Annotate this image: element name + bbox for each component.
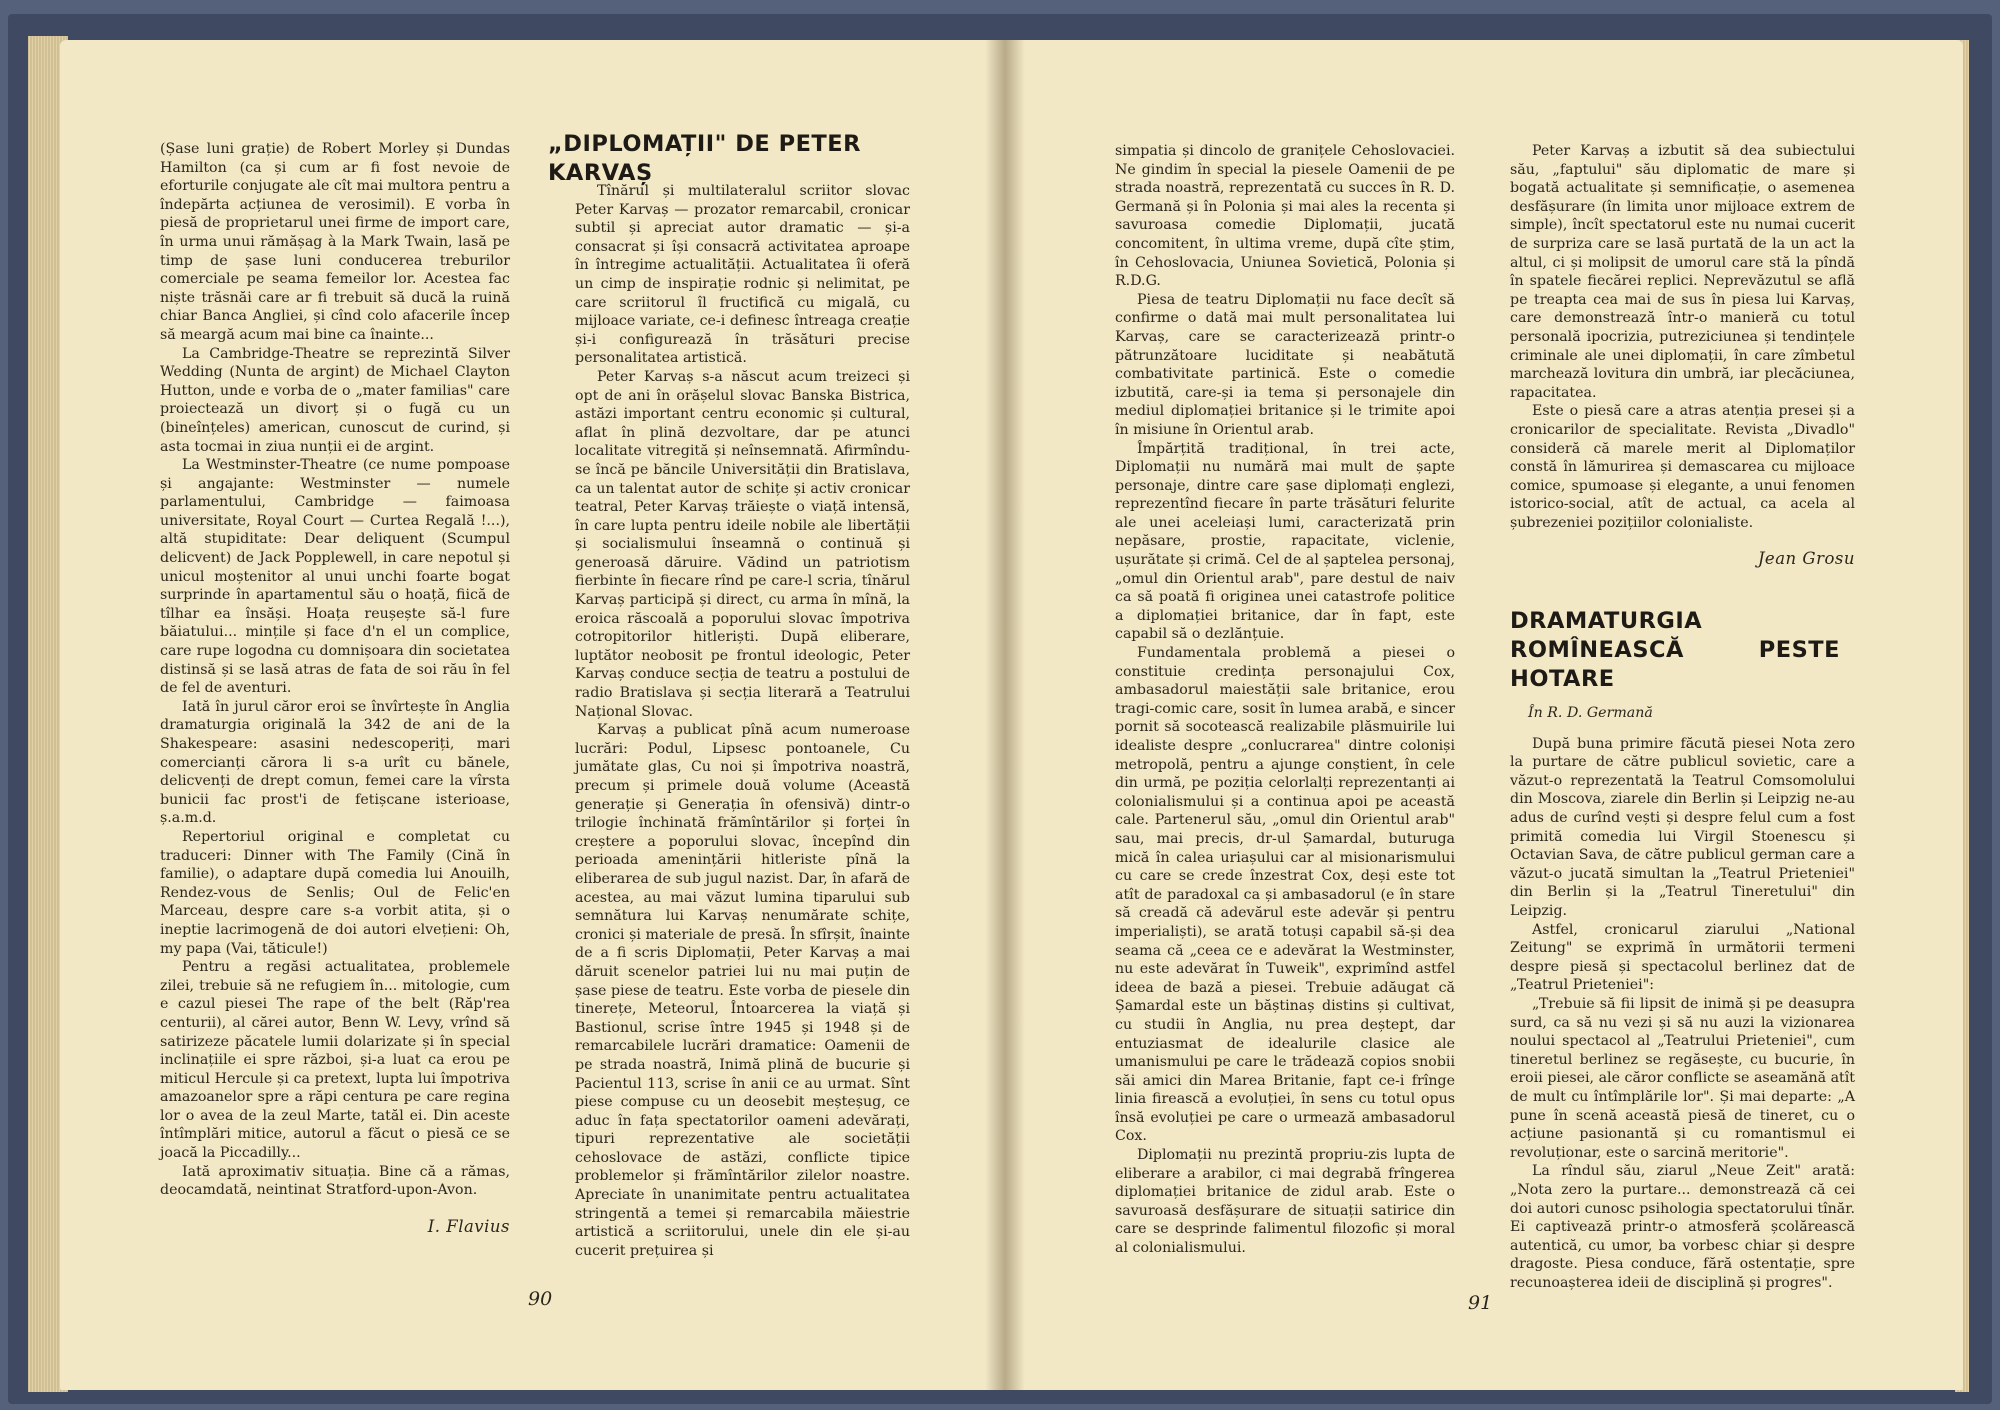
right-column-1 xyxy=(1115,142,1455,1258)
paragraph: Repertoriul original e completat cu traduceri: Dinner with The Family (Cină în familie), o adaptare după comedia lui Anouilh, Rendez-vous de Senlis; Oul de Felic'en Marceau, despre care s-a vorbit atita, și o ineptie lacrimogenă de doi autori elvețieni: Oh, my papa (Vai, tăticule!) xyxy=(160,828,510,957)
section-title: DRAMATURGIA ROMÎNEASCĂ PESTE HOTARE xyxy=(1510,608,1840,693)
paragraph: La rîndul său, ziarul „Neue Zeit" arată: „Nota zero la purtare... demonstrează că cei doi autori cunosc psihologia spectatorului tînăr. Ei captivează printr-o atmosferă școlărească autentică, cu umor, ba vorbesc chiar și despre dragoste. Piesa conduce, fără ostentație, spre recunoașterea ideii de disciplină și progres". xyxy=(1510,1163,1855,1291)
paragraph: Este o piesă care a atras atenția presei și a cronicarilor de specialitate. Revista „Divadlo" consideră că marele merit al Diplomaților constă în lămurirea și demascarea cu mijloace comice, spumoase și elegante, a unui fenomen istorico-social, atît de actual, ca acela al șubrezeniei pozițiilor colonialiste. xyxy=(1510,403,1855,531)
paragraph: Tînărul și multilateralul scriitor slovac Peter Karvaș — prozator remarcabil, cronicar subtil și apreciat autor dramatic — și-a consacrat și își consacră activitatea aproape în întregime actualității. Actualitatea îi oferă un cimp de inspirație rodnic și nelimitat, pe care scriitorul îl fructifică cu migală, cu mijloace variate, ce-i definesc întreaga creație și-i configurează în trăsături precise personalitatea artistică. xyxy=(575,183,910,367)
paragraph: Peter Karvaș a izbutit să dea subiectului său, „faptului" său diplomatic de mare și bogată actualitate și semnificație, o asemenea desfășurare (în limita unor mijloace extrem de simple), încît spectatorul este nu numai cucerit de surpriza care se lasă purtată de la un act la altul, ci și molipsit de umorul care stă la pîndă în spatele fiecărei replici. Neprevăzutul se află pe treapta cea mai de sus în piesa lui Karvaș, care demonstrează într-o manieră cu totul personală ipocrizia, putreziciunea și tendințele criminale ale unei diplomații, în care zîmbetul marchează lovitura din umbră, iar plecăciunea, rapacitatea. xyxy=(1510,143,1855,401)
paragraph: Diplomații nu prezintă propriu-zis lupta de eliberare a arabilor, ci mai degrabă frîngerea diplomației britanice de zidul arab. Este o savuroasă desfășurare de situații satirice din care se desprinde falimentul filozofic și moral al colonialismului. xyxy=(1115,1147,1455,1257)
page-number: 90 xyxy=(528,1288,553,1310)
signature: Jean Grosu xyxy=(1757,549,1855,569)
article-title: „DIPLOMAȚII" DE PETER KARVAȘ xyxy=(548,131,861,186)
paragraph: După buna primire făcută piesei Nota zero la purtare de către publicul sovietic, care a văzut-o reprezentată la Teatrul Comsomolului din Moscova, ziarele din Berlin și Leipzig ne-au adus de curînd vești și despre felul cum a fost primită comedia lui Virgil Stoenescu și Octavian Sava, de către publicul german care a văzut-o jucată simultan la „Teatrul Prieteniei" din Berlin și la „Teatrul Tineretului" din Leipzig. xyxy=(1510,735,1855,919)
paragraph: Karvaș a publicat pînă acum numeroase lucrări: Podul, Lipsesc pontoanele, Cu jumătate glas, Cu noi și împotriva noastră, precum și primele două volume (Această generație și Generația în ofensivă) dintr-o trilogie închinată frămîntărilor și forței în creștere a poporului slovac, începînd din perioada amenințării hitleriste pînă la eliberarea de sub jugul nazist. Dar, în afară de acestea, au mai văzut lumina tiparului sub semnătura lui Karvaș nenumărate schițe, cronici și materiale de presă. În sfîrșit, înainte de a fi scris Diplomații, Peter Karvaș a mai dăruit scenelor patriei lui nu mai puțin de șase piese de teatru. Este vorba de piesele din tinerețe, Meteorul, Întoarcerea la viață și Bastionul, scrise între 1945 și 1948 și de remarcabilele lucrări dramatice: Oamenii de pe strada noastră, Inimă plină de bucurie și Pacientul 113, scrise în anii ce au urmat. Sînt piese compuse cu un deosebit meșteșug, ce aduc în fața spectatorilor oameni adevărați, tipuri reprezentative ale societății cehoslovace de astăzi, conflicte tipice problemelor și frămîntărilor zilelor noastre. Apreciate în unanimitate pentru actualitatea stringentă a temei și remarcabila măiestrie artistică a scriitorului, unele din ele și-au cucerit prețuirea și xyxy=(575,722,910,1259)
paragraph: Peter Karvaș s-a născut acum treizeci și opt de ani în orășelul slovac Banska Bistrica, astăzi important centru economic și cultural, aflat în plină dezvoltare, dar pe atunci localitate vitregită și neînsemnată. Afirmîndu-se încă pe băncile Universității din Bratislava, ca un talentat autor de schițe și activ cronicar teatral, Peter Karvaș trăiește o viață intensă, în care lupta pentru ideile nobile ale libertății și socialismului înseamnă o continuă și generoasă dăruire. Vădind un patriotism fierbinte în fiecare rînd pe care-l scria, tînărul Karvaș participă și direct, cu arma în mînă, la eroica răscoală a poporului slovac împotriva cotropitorilor hitleriști. După eliberare, luptător neobosit pe frontul ideologic, Peter Karvaș conduce secția de teatru a postului de radio Bratislava și secția literară a Teatrului Național Slovac. xyxy=(575,368,910,720)
paragraph: (Șase luni grație) de Robert Morley și Dundas Hamilton (ca și cum ar fi fost nevoie de eforturile conjugate ale cît mai multora pentru a îndepărta acțiunea de verosimil). E vorba în piesă de proprietarul unei firme de import care, în urma unui rămășag à la Mark Twain, lasă pe timp de șase luni conducerea treburilor comerciale pe seama femeilor lor. Acestea fac niște trăsnăi care ar fi trebuit să ducă la ruină chiar Banca Angliei, și cînd colo afacerile încep să meargă acum mai bine ca înainte... xyxy=(160,141,510,343)
paragraph: Astfel, cronicarul ziarului „National Zeitung" se exprimă în următorii termeni despre piesă și spectacolul berlinez dat de „Teatrul Prieteniei": xyxy=(1510,921,1855,994)
paragraph: Fundamentala problemă a piesei o constituie credința personajului Cox, ambasadorul maiestății sale britanice, erou tragi-comic care, sosit în lumea arabă, e sincer pornit să socotească realizabile plăsmuirile lui idealiste despre „conlucrarea" dintre coloniși metropolă, pentru a ajunge conștient, în cele din urmă, pe poziția celorlalți reprezentanți ai colonialismului și a continua apoi pe această cale. Partenerul său, „omul din Orientul arab" sau, mai precis, dr-ul Șamardal, buturuga mică în calea uriașului car al misionarismului cu care se crede înzestrat Cox, deși este tot atît de paradoxal ca și ambasadorul (e în stare să creadă că adevărul este adevăr și pentru imperialiști), se arată totuși capabil să-și dea seama că „ceea ce e adevărat la Westminster, nu este adevărat în Tuweik", exprimînd astfel ideea de bază a piesei. Trebuie adăugat că Șamardal este un băștinaș distins și cultivat, cu studii în Anglia, nu prea deștept, dar entuziasmat de idealurile clasice ale umanismului pe care le trădează copios snobii săi amici din Marea Britanie, fapt ce-i frînge linia firească a evoluției, în sens cu totul opus însă evoluției pe care o urmează ambasadorul Cox. xyxy=(1115,645,1455,1145)
section-subtitle: În R. D. Germană xyxy=(1528,705,1653,722)
book-gutter xyxy=(985,40,1025,1390)
paragraph: simpatia și dincolo de granițele Cehoslovaciei. Ne gindim în special la piesele Oamenii de pe strada noastră, reprezentată cu succes în R. D. Germană și în Polonia și mai ales la recenta și savuroasa comedie Diplomații, jucată concomitent, în ultima vreme, după cîte știm, în Cehoslovacia, Uniunea Sovietică, Polonia și R.D.G. xyxy=(1115,143,1455,290)
paragraph: Piesa de teatru Diplomații nu face decît să confirme o dată mai mult personalitatea lui Karvaș, care se caracterizează printr-o pătrunzătoare luciditate și neabătută combativitate partinică. Este o comedie izbutită, care-și ia tema și personajele din mediul diplomației britanice și le trimite apoi în misiune în Orientul arab. xyxy=(1115,291,1455,438)
signature: I. Flavius xyxy=(427,1216,510,1236)
paragraph: La Cambridge-Theatre se reprezintă Silver Wedding (Nunta de argint) de Michael Clayton Hutton, unde e vorba de o „mater familias" care proiectează un divorț și o fugă cu un (bineînțeles) american, cunoscut de curind, și asta tocmai in ziua nunții ei de argint. xyxy=(160,345,510,455)
paragraph: Iată aproximativ situația. Bine că a rămas, deocamdată, neintinat Stratford-upon-Avon. xyxy=(160,1163,510,1199)
paragraph: Împărțită tradițional, în trei acte, Diplomații nu numără mai mult de șapte personaje, dintre care șase diplomați englezi, reprezentînd fiecare în parte trăsături felurite ale unei aceleiași lumi, caracterizată prin nepăsare, prostie, rapacitate, viclenie, ușurătate și crimă. Cel de al șaptelea personaj, „omul din Orientul arab", pare destul de naiv ca să poată fi originea unei catastrofe politice a diplomației britanice, dar în fapt, este capabil să o dezlănțuie. xyxy=(1115,440,1455,643)
left-column-1 xyxy=(160,140,510,1236)
page-number: 91 xyxy=(1468,1292,1493,1314)
paragraph: Pentru a regăsi actualitatea, problemele zilei, trebuie să ne refugiem în... mitologie, cum e cazul piesei The rape of the belt (Răp'rea centurii), al cărei autor, Benn W. Levy, vrînd să satirizeze păcatele lumii dolarizate și în special inclinațiile ei spre război, și-a luat ca erou pe miticul Hercule și ca pretext, lupta lui împotriva amazoanelor spre a răpi centura pe care regina lor o avea de la zeul Marte, tatăl ei. Din aceste întîmplări mitice, autorul a făcut o piesă ce se joacă la Piccadilly... xyxy=(160,959,510,1162)
paragraph: „Trebuie să fii lipsit de inimă și pe deasupra surd, ca să nu vezi și să nu auzi la vizionarea noului spectacol al „Teatrului Prieteniei", cum tineretul berlinez se regăsește, cu bucurie, în eroii piesei, ale căror conflicte se aseamănă atît de mult cu întîmplările lor". Și mai departe: „A pune în scenă această piesă de tineret, cu o acțiune pasionantă și cu romantismul ei revoluționar, este o sarcină meritorie". xyxy=(1510,995,1855,1161)
paragraph: Iată în jurul căror eroi se învîrtește în Anglia dramaturgia originală la 342 de ani de la Shakespeare: asasini nedescoperiți, mari comercianți cărora li s-a urît cu bănele, delicvenți de drept comun, femei care la vîrsta bunicii fac prost'i de fetișcane isterioase, ș.a.m.d. xyxy=(160,698,510,827)
right-column-2 xyxy=(1510,142,1855,1292)
paragraph: La Westminster-Theatre (ce nume pompoase și angajante: Westminster — numele parlamentului, Cambridge — faimoasa universitate, Royal Court — Curtea Regală !...), altă stupiditate: Dear deliquent (Scumpul delicvent) de Jack Popplewell, in care nepotul și unicul moștenitor al unui unchi foarte bogat surprinde în apartamentul său o hoață, fiică de tîlhar ea însăși. Hoața reușește să-l fure băiatului... mințile și face d'n el un complice, care rupe logodna cu domnișoara din societatea distinsă și se lasă atras de fata de soi rău în fel de fel de aventuri. xyxy=(160,457,510,697)
left-column-2 xyxy=(575,182,910,1260)
